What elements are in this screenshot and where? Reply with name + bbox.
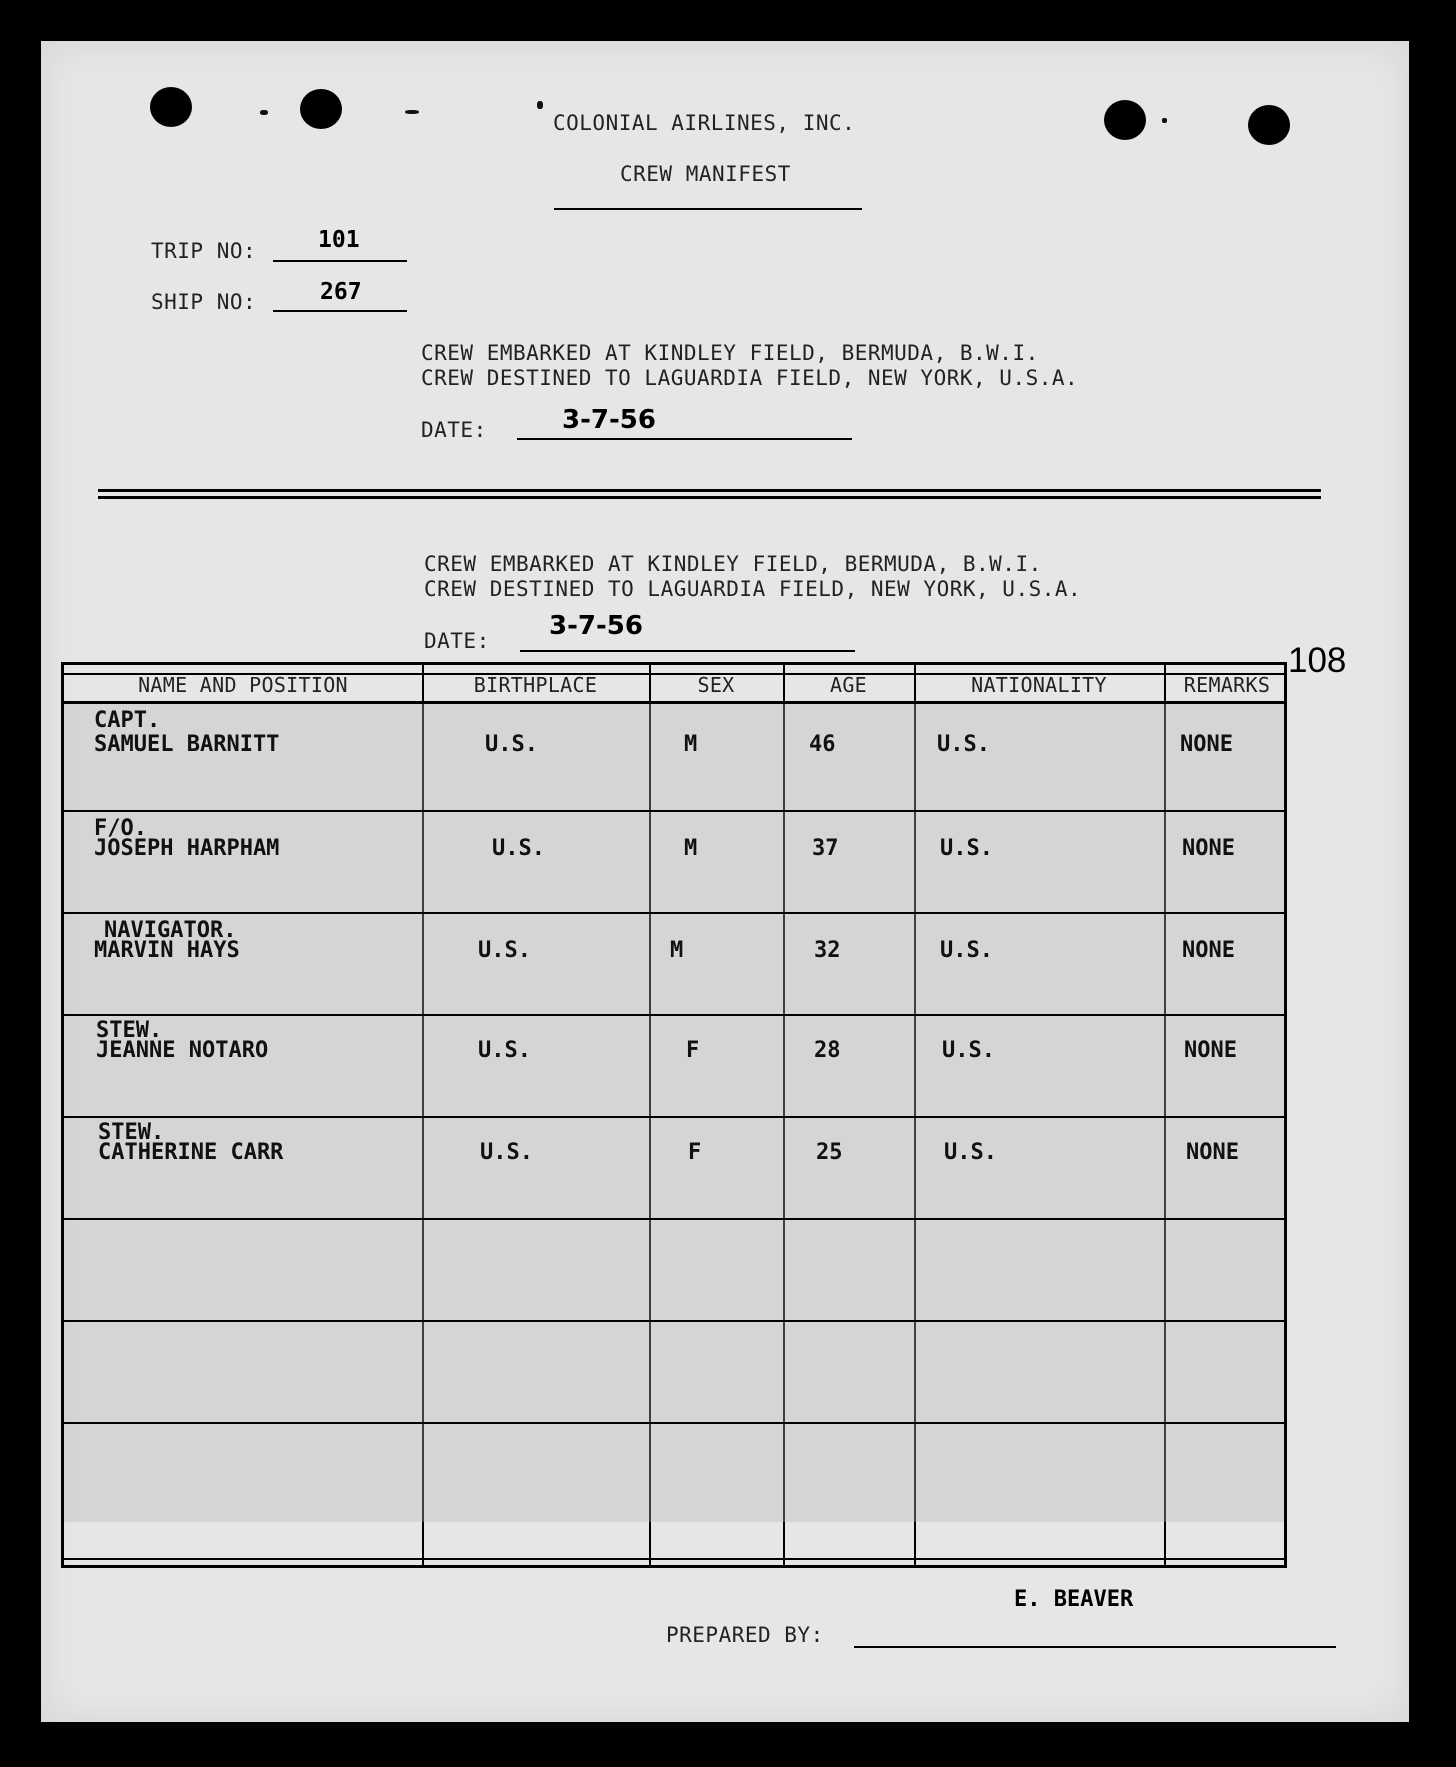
prepared-by-label: PREPARED BY: <box>666 1623 824 1647</box>
table-row-empty <box>64 1220 1284 1320</box>
crew-remarks: NONE <box>1182 836 1235 861</box>
crew-sex: F <box>688 1140 702 1165</box>
preparer-name: E. BEAVER <box>1014 1587 1134 1612</box>
crew-sex: M <box>684 732 698 757</box>
column-header-name: NAME AND POSITION <box>138 673 348 697</box>
crew-sex: M <box>670 938 684 963</box>
title-underline <box>554 208 862 210</box>
form-title: CREW MANIFEST <box>620 162 791 186</box>
crew-age: 28 <box>814 1038 841 1063</box>
crew-remarks: NONE <box>1184 1038 1237 1063</box>
punch-hole <box>150 87 192 127</box>
crew-nationality: U.S. <box>944 1140 997 1165</box>
crew-name: SAMUEL BARNITT <box>94 732 280 757</box>
punch-hole <box>300 89 342 129</box>
embarked-line-1: CREW EMBARKED AT KINDLEY FIELD, BERMUDA, B.W.I. <box>421 341 1039 365</box>
crew-birthplace: U.S. <box>478 938 531 963</box>
date-value-1: 3-7-56 <box>562 405 656 435</box>
crew-nationality: U.S. <box>942 1038 995 1063</box>
table-row-empty <box>64 1424 1284 1522</box>
crew-position: CAPT. <box>94 708 161 733</box>
table-row <box>64 812 1284 912</box>
column-header-sex: SEX <box>697 673 735 697</box>
crew-birthplace: U.S. <box>480 1140 533 1165</box>
table-row-empty <box>64 1322 1284 1422</box>
crew-remarks: NONE <box>1186 1140 1239 1165</box>
crew-position: NAVIGATOR. <box>104 918 237 943</box>
date-underline-2 <box>520 650 855 652</box>
destined-line-1: CREW DESTINED TO LAGUARDIA FIELD, NEW YORK, U.S.A. <box>421 366 1079 390</box>
trip-label: TRIP NO: <box>151 239 257 263</box>
bottom-rule <box>64 1558 1284 1560</box>
date-underline-1 <box>517 438 852 440</box>
crew-age: 25 <box>816 1140 843 1165</box>
crew-name: JEANNE NOTARO <box>96 1038 269 1063</box>
date-label-2: DATE: <box>424 629 490 653</box>
crew-position: STEW. <box>98 1120 165 1145</box>
table-row <box>64 914 1284 1014</box>
crew-nationality: U.S. <box>937 732 990 757</box>
crew-position: STEW. <box>96 1018 163 1043</box>
date-value-2: 3-7-56 <box>549 611 643 641</box>
trip-value: 101 <box>318 227 360 253</box>
table-row <box>64 1016 1284 1116</box>
ink-speck <box>537 101 543 109</box>
crew-age: 37 <box>812 836 839 861</box>
crew-nationality: U.S. <box>940 836 993 861</box>
column-header-nationality: NATIONALITY <box>971 673 1107 697</box>
ship-value: 267 <box>320 279 362 305</box>
punch-hole <box>1248 105 1290 145</box>
crew-age: 32 <box>814 938 841 963</box>
ink-speck <box>405 110 419 114</box>
crew-nationality: U.S. <box>940 938 993 963</box>
ship-underline <box>273 310 407 312</box>
ink-speck <box>1162 118 1167 123</box>
column-header-birthplace: BIRTHPLACE <box>473 673 598 697</box>
crew-sex: M <box>684 836 698 861</box>
date-label-1: DATE: <box>421 418 487 442</box>
trip-underline <box>273 260 407 262</box>
section-divider <box>98 489 1321 492</box>
punch-hole <box>1104 100 1146 140</box>
section-divider <box>98 496 1321 499</box>
embarked-line-2: CREW EMBARKED AT KINDLEY FIELD, BERMUDA, B.W.I. <box>424 552 1042 576</box>
crew-name: JOSEPH HARPHAM <box>94 836 280 861</box>
crew-remarks: NONE <box>1180 732 1233 757</box>
crew-name: CATHERINE CARR <box>98 1140 284 1165</box>
destined-line-2: CREW DESTINED TO LAGUARDIA FIELD, NEW YORK, U.S.A. <box>424 577 1082 601</box>
crew-birthplace: U.S. <box>478 1038 531 1063</box>
column-header-age: AGE <box>829 673 868 697</box>
prepared-by-underline <box>854 1646 1336 1648</box>
table-row <box>64 704 1284 810</box>
ink-speck <box>260 110 268 115</box>
company-name: COLONIAL AIRLINES, INC. <box>553 111 856 135</box>
crew-remarks: NONE <box>1182 938 1235 963</box>
table-row <box>64 1118 1284 1218</box>
crew-name: MARVIN HAYS <box>94 938 240 963</box>
crew-age: 46 <box>809 732 836 757</box>
ship-label: SHIP NO: <box>151 290 257 314</box>
page-number: 108 <box>1288 641 1347 680</box>
crew-position: F/O. <box>94 816 147 841</box>
crew-table <box>61 662 1287 1568</box>
column-header-remarks: REMARKS <box>1183 673 1271 697</box>
crew-sex: F <box>686 1038 700 1063</box>
crew-birthplace: U.S. <box>492 836 545 861</box>
crew-birthplace: U.S. <box>485 732 538 757</box>
